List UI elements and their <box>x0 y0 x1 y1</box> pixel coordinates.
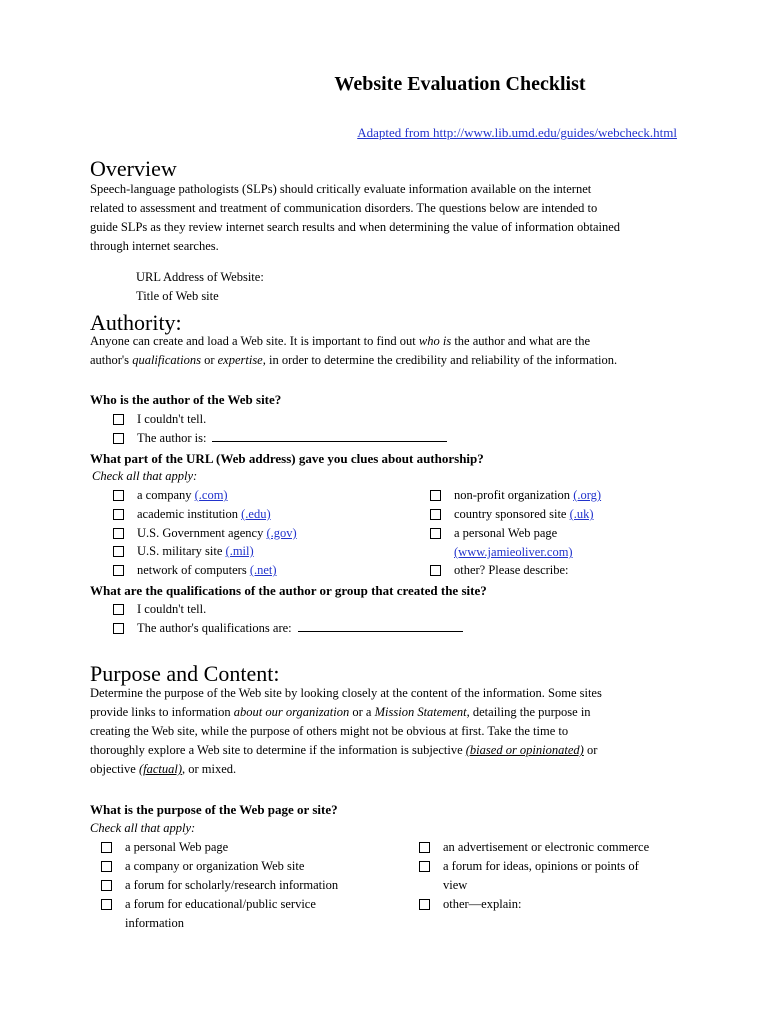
checkbox[interactable] <box>113 528 124 539</box>
author-blank[interactable] <box>212 429 447 442</box>
source-link-text[interactable]: Adapted from http://www.lib.umd.edu/guides/webcheck.html <box>357 125 677 140</box>
checkbox-row[interactable]: other? Please describe: <box>430 561 569 580</box>
domain-link[interactable]: (.com) <box>194 488 228 502</box>
domain-link[interactable]: (.net) <box>249 563 277 577</box>
checkbox-row[interactable]: an advertisement or electronic commerce <box>419 838 649 857</box>
checkbox-row[interactable]: other—explain: <box>419 895 521 914</box>
question-url: What part of the URL (Web address) gave you clues about authorship? <box>90 451 484 466</box>
purpose-paragraph: Determine the purpose of the Web site by looking closely at the content of the information. Some sites provide links to information about our organization or a Mission Statement, detailing the purpose in creating the Web site, while the purpose of others might not be obvious at first. Take the time to thoroughly explore a Web site to determine if the information is subjective (biased or opinionated) or objective (factual), or mixed. <box>90 686 602 776</box>
checkbox[interactable] <box>113 414 124 425</box>
checkbox-row[interactable]: a personal Web page (www.jamieoliver.com) <box>430 524 573 562</box>
check-hint: Check all that apply: <box>90 821 196 835</box>
authority-line-2: author's qualifications or expertise, in order to determine the credibility and reliability of the information. <box>90 353 618 367</box>
overview-line: Speech-language pathologists (SLPs) should critically evaluate information available on the internet <box>90 182 592 196</box>
checkbox-row[interactable]: a company or organization Web site <box>101 857 304 876</box>
domain-link[interactable]: (.mil) <box>225 544 254 558</box>
checkbox[interactable] <box>113 604 124 615</box>
checkbox[interactable] <box>419 861 430 872</box>
checkbox[interactable] <box>430 509 441 520</box>
checkbox-row[interactable]: academic institution (.edu) <box>113 505 271 524</box>
checkbox[interactable] <box>430 565 441 576</box>
checkbox[interactable] <box>430 490 441 501</box>
checkbox-row[interactable]: non-profit organization (.org) <box>430 486 601 505</box>
overview-line: related to assessment and treatment of communication disorders. The questions below are intended to <box>90 201 598 215</box>
url-label: URL Address of Website: <box>136 270 264 284</box>
checkbox[interactable] <box>101 880 112 891</box>
checkbox[interactable] <box>113 490 124 501</box>
domain-link[interactable]: (.org) <box>573 488 602 502</box>
checkbox[interactable] <box>113 546 124 557</box>
checkbox-row[interactable]: I couldn't tell. <box>113 600 206 619</box>
authority-line-1: Anyone can create and load a Web site. It is important to find out who is the author and what are the <box>90 334 591 348</box>
overview-line: guide SLPs as they review internet search results and when determining the value of information obtained <box>90 220 621 234</box>
domain-link[interactable]: (.uk) <box>569 507 594 521</box>
question-purpose: What is the purpose of the Web page or site? <box>90 802 338 817</box>
overview-heading: Overview <box>90 156 177 181</box>
checkbox[interactable] <box>419 842 430 853</box>
checkbox-row[interactable]: U.S. Government agency (.gov) <box>113 524 297 543</box>
checkbox[interactable] <box>430 528 441 539</box>
checkbox-row[interactable]: country sponsored site (.uk) <box>430 505 594 524</box>
checkbox-row[interactable]: The author's qualifications are: <box>113 619 463 638</box>
checkbox[interactable] <box>113 509 124 520</box>
checkbox-row[interactable]: a forum for ideas, opinions or points of view <box>419 857 639 895</box>
checkbox-row[interactable]: a forum for educational/public service information <box>101 895 316 933</box>
checkbox-row[interactable]: I couldn't tell. <box>113 410 206 429</box>
question-author: Who is the author of the Web site? <box>90 392 282 407</box>
checkbox-row[interactable]: a company (.com) <box>113 486 228 505</box>
checkbox-row[interactable]: network of computers (.net) <box>113 561 277 580</box>
checkbox[interactable] <box>101 861 112 872</box>
checkbox[interactable] <box>419 899 430 910</box>
domain-link[interactable]: (.edu) <box>241 507 271 521</box>
overview-paragraph <box>90 180 690 256</box>
checkbox[interactable] <box>113 623 124 634</box>
qualifications-blank[interactable] <box>298 619 463 632</box>
checkbox[interactable] <box>101 899 112 910</box>
purpose-heading: Purpose and Content: <box>90 661 280 686</box>
checkbox-row[interactable]: U.S. military site (.mil) <box>113 542 254 561</box>
title-label: Title of Web site <box>136 289 219 303</box>
check-hint: Check all that apply: <box>92 469 198 483</box>
domain-link[interactable]: (www.jamieoliver.com) <box>454 545 573 559</box>
checkbox-row[interactable]: The author is: <box>113 429 447 448</box>
domain-link[interactable]: (.gov) <box>266 526 297 540</box>
checkbox[interactable] <box>113 565 124 576</box>
question-qualifications: What are the qualifications of the author or group that created the site? <box>90 583 487 598</box>
checkbox[interactable] <box>113 433 124 444</box>
overview-line: through internet searches. <box>90 239 219 253</box>
checkbox-row[interactable]: a personal Web page <box>101 838 228 857</box>
page-title: Website Evaluation Checklist <box>334 73 586 95</box>
authority-heading: Authority: <box>90 310 182 335</box>
source-link[interactable] <box>357 123 677 142</box>
checkbox-row[interactable]: a forum for scholarly/research information <box>101 876 338 895</box>
authority-paragraph <box>90 332 710 370</box>
checkbox[interactable] <box>101 842 112 853</box>
